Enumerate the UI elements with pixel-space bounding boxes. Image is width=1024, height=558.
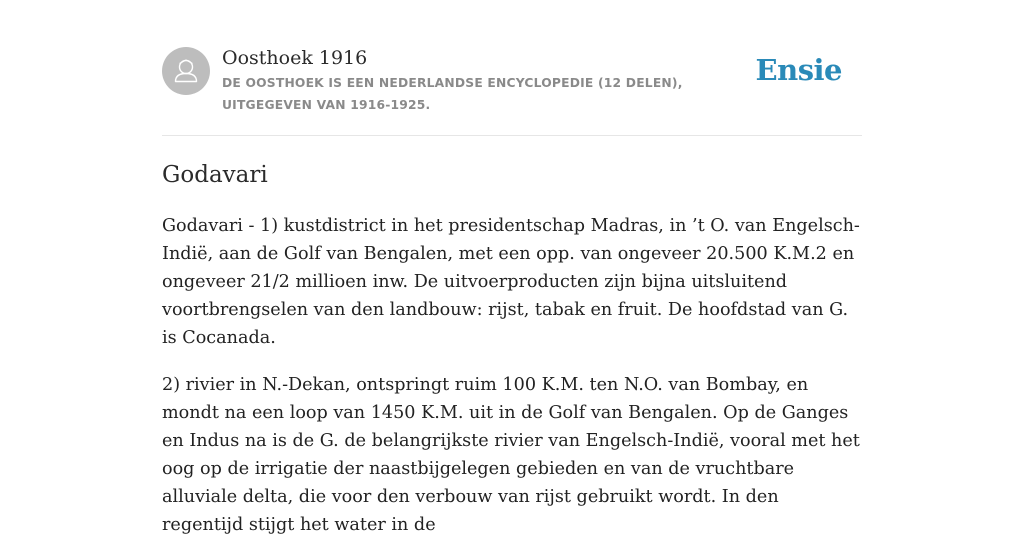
article-paragraph: 2) rivier in N.-Dekan, ontspringt ruim 100 K.M. ten N.O. van Bombay, en mondt na een loop van 1450 K.M. uit in de Golf van Bengalen. Op de Ganges en Indus na is de G. de belangrijkste rivier van Engelsch-Indië, vooral met het oog op de irrigatie der naastbijgelegen gebieden en van de vruchtbare alluviale delta, die voor den verbouw van rijst gebruikt wordt. In den regentijd stijgt het water in de: [162, 375, 860, 535]
article-paragraph: Godavari - 1) kustdistrict in het presidentschap Madras, in ’t O. van Engelsch-Indië, aan de Golf van Bengalen, met een opp. van ongeveer 20.500 K.M.2 en ongeveer 21/2 millioen inw. De uitvoerproducten zijn bijna uitsluitend voortbrengselen van den landbouw: rijst, tabak en fruit. De hoofdstad van G. is Cocanada.: [162, 216, 860, 348]
header-divider: [162, 135, 862, 136]
brand-logo[interactable]: Ensie: [755, 53, 842, 87]
source-description: DE OOSTHOEK IS EEN NEDERLANDSE ENCYCLOPEDIE (12 DELEN), UITGEGEVEN VAN 1916-1925.: [222, 76, 683, 112]
article: [162, 158, 862, 558]
source-name[interactable]: Oosthoek 1916: [222, 47, 368, 69]
article-body: [162, 212, 862, 539]
source-header: [162, 46, 862, 136]
source-avatar[interactable]: [162, 47, 210, 95]
article-title: Godavari: [162, 162, 268, 188]
user-icon: [162, 47, 210, 95]
